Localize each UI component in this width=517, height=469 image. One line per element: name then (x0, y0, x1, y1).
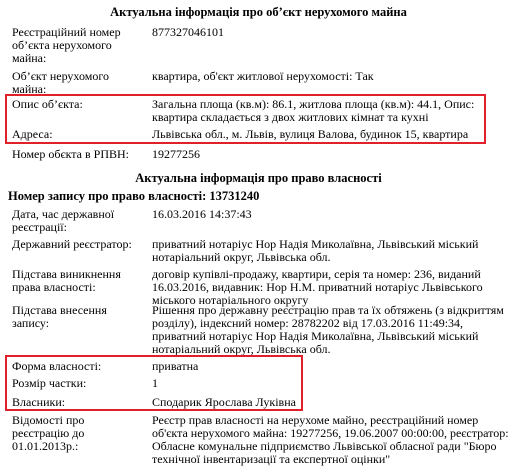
section-title-ownership: Актуальна інформація про право власності (135, 171, 382, 185)
value-pre-2013-registration: Реєстр прав власності на нерухоме майно, реєстраційний номер об'єкта нерухомого майна: 19277256, 19.06.2007 00:00:00, реєстратор: Обласне комунальне підприємство Львівської обласної ради "Бюро технічної інвентаризації та експертної оцінки" (152, 413, 509, 466)
section-title-object: Актуальна інформація про об’єкт нерухомого майна (110, 5, 407, 19)
highlight-box-object (5, 94, 486, 144)
highlight-box-ownership (5, 355, 303, 411)
value-registration-date: 16.03.2016 14:37:43 (152, 207, 252, 221)
label-owners: Власники: (12, 395, 66, 409)
label-entry-basis: Підстава внесення запису: (12, 303, 107, 330)
value-registrar: приватний нотаріус Нор Надія Миколаївна, Львівський міський нотаріальний округ, Львівська обл. (152, 237, 479, 264)
value-object-type: квартира, об'єкт житлової нерухомості: Так (152, 69, 374, 83)
value-ownership-form: приватна (152, 359, 199, 373)
label-address: Адреса: (12, 127, 53, 141)
label-object-type: Об’єкт нерухомого майна: (12, 69, 109, 96)
value-rpvn-number: 19277256 (152, 147, 200, 161)
label-ownership-form: Форма власності: (12, 359, 102, 373)
label-ownership-basis: Підстава виникнення права власності: (12, 267, 121, 294)
label-share-size: Розмір частки: (12, 376, 87, 390)
label-object-description: Опис об’єкта: (12, 97, 83, 111)
ownership-record-number: Номер запису про право власності: 13731240 (8, 189, 260, 203)
value-address: Львівська обл., м. Львів, вулиця Валова, будинок 15, квартира (152, 128, 469, 141)
label-registration-date: Дата, час державної реєстрації: (12, 207, 115, 234)
label-pre-2013-registration: Відомості про реєстрацію до 01.01.2013р.: (12, 413, 85, 453)
value-object-description: Загальна площа (кв.м): 86.1, житлова площа (кв.м): 44.1, Опис: квартира складається з двох житлових кімнат та кухні (152, 97, 475, 124)
value-owners: Сподарик Ярослава Луківна (152, 395, 296, 409)
value-share-size: 1 (152, 376, 158, 390)
label-rpvn-number: Номер обєкта в РПВН: (12, 147, 130, 161)
value-entry-basis: Рішення про державну реєстрацію прав та їх обтяжень (з відкриттям розділу), індексний номер: 28782202 від 17.03.2016 11:49:34, приватний нотаріус Нор Надія Миколаївна, Львівський міський нотаріальний округ, Львівська обл. (152, 303, 504, 356)
value-ownership-basis: договір купівлі-продажу, квартири, серія та номер: 236, виданий 16.03.2016, видавник: Нор Н.М. приватний нотаріус Львівського міського нотаріального округу (152, 267, 483, 307)
label-registration-number: Реєстраційний номер об’єкта нерухомого майна: (12, 25, 121, 65)
label-registrar: Державний реєстратор: (12, 237, 132, 251)
value-registration-number: 877327046101 (152, 25, 224, 39)
